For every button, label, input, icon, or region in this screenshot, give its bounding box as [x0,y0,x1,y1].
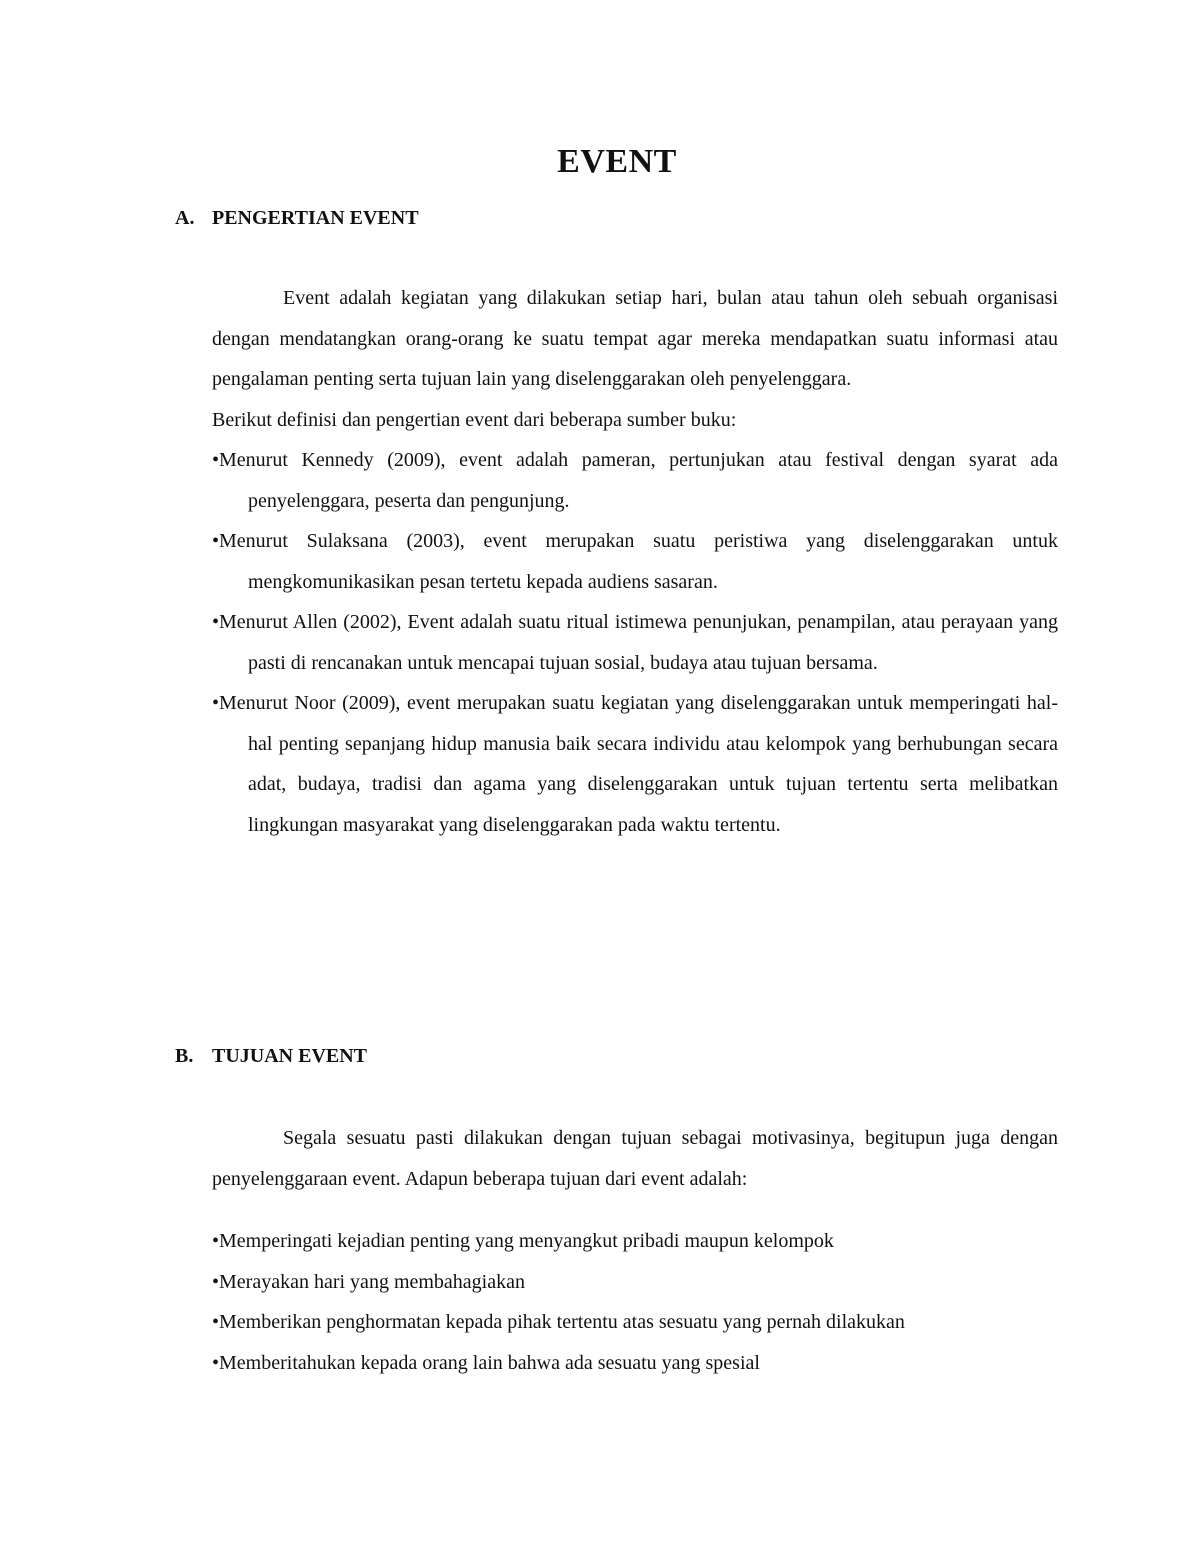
list-item [212,1302,1058,1343]
bullet-icon: • [212,1351,220,1374]
page-title: EVENT [557,143,677,180]
list-item-text: Menurut Noor (2009), event merupakan suatu kegiatan yang diselenggarakan untuk memperingati hal-hal penting sepanjang hidup manusia baik secara individu atau kelompok yang berhubungan secara adat, budaya, tradisi dan agama yang diselenggarakan untuk tujuan tertentu serta melibatkan lingkungan masyarakat yang diselenggarakan pada waktu tertentu. [219,692,1058,836]
section-a-title: PENGERTIAN EVENT [212,207,419,229]
bullet-icon: • [212,611,220,633]
section-b-list [212,1221,1058,1383]
bullet-icon: • [212,530,220,552]
section-b-body [212,1118,1058,1199]
list-item [212,602,1058,683]
section-a-letter: A. [175,207,195,229]
section-a-body [212,278,1058,845]
bullet-icon: • [212,1270,220,1293]
list-item-text: Memberikan penghormatan kepada pihak tertentu atas sesuatu yang pernah dilakukan [219,1311,905,1333]
list-item [212,1221,1058,1262]
list-item-text: Menurut Kennedy (2009), event adalah pameran, pertunjukan atau festival dengan syarat ada penyelenggara, peserta dan pengunjung. [219,449,1058,512]
list-item [212,440,1058,521]
bullet-icon: • [212,1230,220,1252]
list-item [212,683,1058,845]
list-item-text: Memberitahukan kepada orang lain bahwa ada sesuatu yang spesial [219,1351,760,1374]
section-b-title: TUJUAN EVENT [212,1045,368,1067]
list-item [212,521,1058,602]
section-a-heading [175,203,419,233]
section-b-letter: B. [175,1045,194,1067]
list-item [212,1262,1058,1303]
bullet-icon: • [212,692,220,714]
section-b-heading [175,1041,367,1071]
section-b-paragraph: Segala sesuatu pasti dilakukan dengan tujuan sebagai motivasinya, begitupun juga dengan penyelenggaraan event. Adapun beberapa tujuan dari event adalah: [212,1127,1058,1190]
bullet-icon: • [212,1311,220,1333]
bullet-icon: • [212,449,220,471]
list-item-text: Memperingati kejadian penting yang menyangkut pribadi maupun kelompok [219,1230,834,1252]
section-a-paragraph: Event adalah kegiatan yang dilakukan setiap hari, bulan atau tahun oleh sebuah organisasi dengan mendatangkan orang-orang ke suatu tempat agar mereka mendapatkan suatu informasi atau pengalaman penting serta tujuan lain yang diselenggarakan oleh penyelenggara. [212,287,1058,390]
list-item-text: Menurut Sulaksana (2003), event merupakan suatu peristiwa yang diselenggarakan untuk mengkomunikasikan pesan tertetu kepada audiens sasaran. [219,530,1058,593]
list-item-text: Menurut Allen (2002), Event adalah suatu ritual istimewa penunjukan, penampilan, atau perayaan yang pasti di rencanakan untuk mencapai tujuan sosial, budaya atau tujuan bersama. [219,611,1058,674]
list-item-text: Merayakan hari yang membahagiakan [219,1270,525,1293]
list-item [212,1343,1058,1384]
section-a-intro: Berikut definisi dan pengertian event dari beberapa sumber buku: [212,408,737,431]
